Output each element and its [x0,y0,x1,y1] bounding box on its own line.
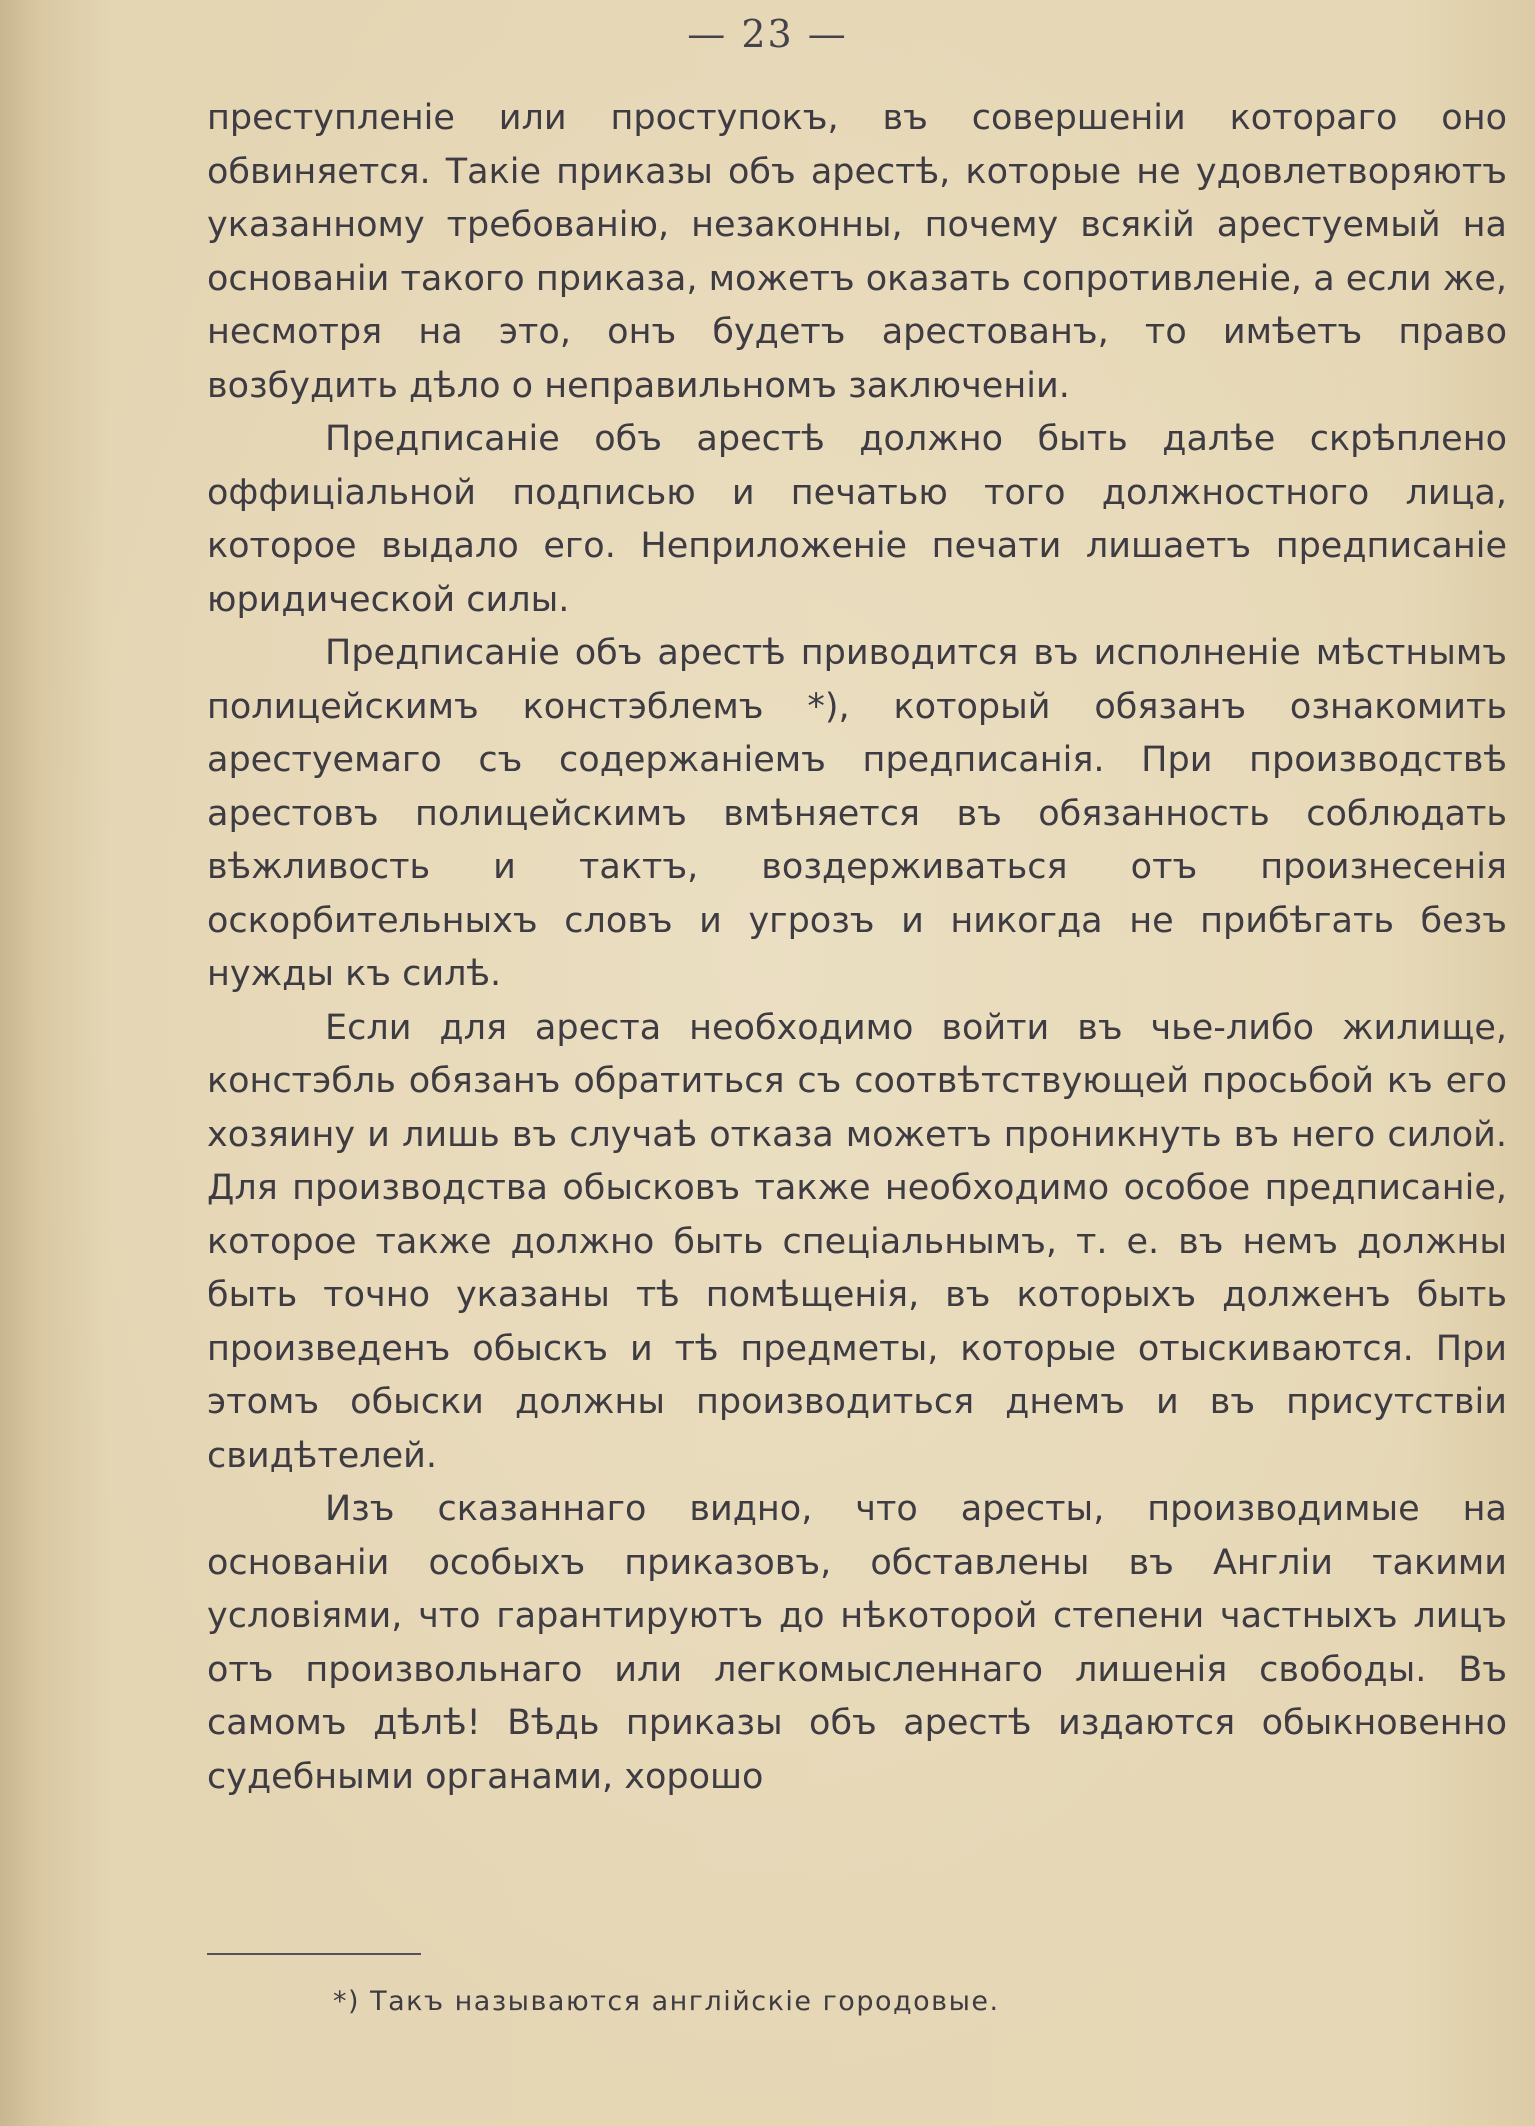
paragraph-5: Изъ сказаннаго видно, что аресты, производимые на основаніи особыхъ приказовъ, обставлены въ Англіи такими условіями, что гарантируютъ до нѣкоторой степени частныхъ лицъ отъ произвольнаго или легкомысленнаго лишенія свободы. Въ самомъ дѣлѣ! Вѣдь приказы объ арестѣ издаются обыкновенно судебными органами, хорошо [207,1489,1507,1797]
page-number: — 23 — [687,12,848,56]
paragraph-2: Предписаніе объ арестѣ должно быть далѣе скрѣплено оффиціальной подписью и печатью того должностного лица, которое выдало его. Неприложеніе печати лишаетъ предписаніе юридической силы. [207,419,1507,620]
paragraph-3: Предписаніе объ арестѣ приводится въ исполненіе мѣстнымъ полицейскимъ констэблемъ *), который обязанъ ознакомить арестуемаго съ содержаніемъ предписанія. При производствѣ арестовъ полицейскимъ вмѣняется въ обязанность соблюдать вѣжливость и тактъ, воздерживаться отъ произнесенія оскорбительныхъ словъ и угрозъ и никогда не прибѣгать безъ нужды къ силѣ. [207,633,1507,994]
body-text [207,92,1507,1804]
footnote-divider [207,1953,421,1955]
paragraph-4: Если для ареста необходимо войти въ чье-либо жилище, констэбль обязанъ обратиться съ соотвѣтствующей просьбой къ его хозяину и лишь въ случаѣ отказа можетъ проникнуть въ него силой. Для производства обысковъ также необходимо особое предписаніе, которое также должно быть спеціальнымъ, т. е. въ немъ должны быть точно указаны тѣ помѣщенія, въ которыхъ долженъ быть произведенъ обыскъ и тѣ предметы, которые отыскиваются. При этомъ обыски должны производиться днемъ и въ присутствіи свидѣтелей. [207,1007,1507,1476]
paragraph-1: преступленіе или проступокъ, въ совершеніи котораго оно обвиняется. Такіе приказы объ арестѣ, которые не удовлетворяютъ указанному требованію, незаконны, почему всякій арестуемый на основаніи такого приказа, можетъ оказать сопротивленіе, а если же, несмотря на это, онъ будетъ арестованъ, то имѣетъ право возбудить дѣло о неправильномъ заключеніи. [207,98,1507,406]
footnote: *) Такъ называются англійскіе городовые. [333,1986,1000,2017]
